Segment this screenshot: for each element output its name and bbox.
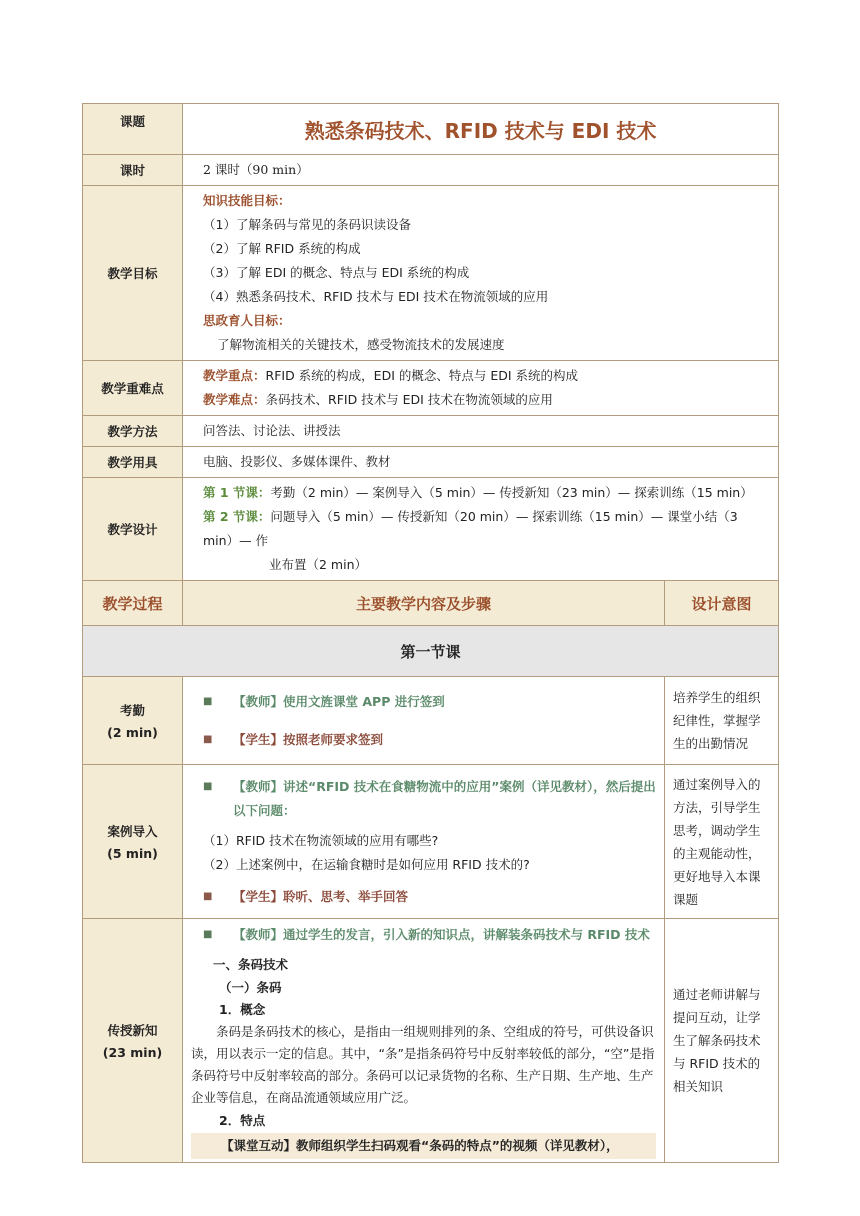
intent-col-header: 设计意图	[665, 581, 779, 626]
newknow-paragraph: 条码是条码技术的核心，是指由一组规则排列的条、空组成的符号，可供设备识读，用以表示一定的信息。其中，“条”是指条码符号中反射率较低的部分，“空”是指条码符号中反射率较高的部分。条码可以记录货物的名称、生产日期、生产地、生产企业等信息，在商品流通领域应用广泛。	[191, 1024, 655, 1105]
case-intent: 通过案例导入的方法，引导学生思考，调动学生的主观能动性，更好地导入本课课题	[665, 765, 779, 919]
goals-label: 教学目标	[83, 186, 183, 361]
section-title: 第一节课	[83, 626, 779, 677]
attendance-intent: 培养学生的组织纪律性，掌握学生的出勤情况	[665, 677, 779, 765]
case-question: （2）上述案例中，在运输食糖时是如何应用 RFID 技术的?	[203, 856, 530, 872]
knowledge-item: （1）了解条码与常见的条码识读设备	[203, 217, 411, 232]
hours-value: 2 课时（90 min）	[183, 155, 779, 186]
newknow-h4: 2．特点	[219, 1113, 266, 1128]
attendance-title: 考勤	[119, 703, 145, 718]
process-col-header: 教学过程	[83, 581, 183, 626]
lesson1-prefix: 第 1 节课：	[203, 485, 271, 500]
design-label: 教学设计	[83, 478, 183, 581]
square-bullet-icon: ■	[203, 695, 213, 707]
newknow-content	[183, 919, 665, 1163]
hours-label: 课时	[83, 155, 183, 186]
ideology-heading: 思政育人目标：	[203, 313, 291, 328]
ideology-text: 了解物流相关的关键技术，感受物流技术的发展速度	[217, 337, 505, 352]
keypoints-label: 教学重难点	[83, 361, 183, 416]
newknow-h1: 一、条码技术	[213, 957, 289, 972]
case-content	[183, 765, 665, 919]
attendance-time: (2 min)	[107, 725, 158, 740]
newknow-title: 传授新知	[107, 1023, 158, 1038]
hard-text: 条码技术、RFID 技术与 EDI 技术在物流领域的应用	[265, 392, 553, 407]
lesson1-text: 考勤（2 min）— 案例导入（5 min）— 传授新知（23 min）— 探索训练（15 min）	[270, 485, 753, 500]
classroom-interaction-callout: 【课堂互动】教师组织学生扫码观看“条码的特点”的视频（详见教材），	[191, 1133, 656, 1159]
lesson-plan-table	[82, 103, 779, 1163]
hard-prefix: 教学难点：	[203, 392, 266, 407]
newknow-intent: 通过老师讲解与提问互动，让学生了解条码技术与 RFID 技术的相关知识	[665, 919, 779, 1163]
square-bullet-icon: ■	[203, 929, 213, 940]
newknow-h2: （一）条码	[219, 980, 282, 995]
lesson2-cont: 业布置（2 min）	[269, 557, 367, 572]
attendance-student: 【学生】按照老师要求签到	[233, 731, 384, 747]
lesson2-text: 问题导入（5 min）— 传授新知（20 min）— 探索训练（15 min）— 课堂小结（3 min）— 作	[203, 509, 738, 548]
attendance-content	[183, 677, 665, 765]
methods-value: 问答法、讨论法、讲授法	[183, 416, 779, 447]
key-prefix: 教学重点：	[203, 368, 266, 383]
attendance-teacher: 【教师】使用文旌课堂 APP 进行签到	[233, 693, 445, 709]
design-content	[183, 478, 779, 581]
knowledge-item: （4）熟悉条码技术、RFID 技术与 EDI 技术在物流领域的应用	[203, 289, 549, 304]
keypoints-content	[183, 361, 779, 416]
key-text: RFID 系统的构成，EDI 的概念、特点与 EDI 系统的构成	[265, 368, 579, 383]
newknow-time: (23 min)	[102, 1045, 163, 1060]
newknow-h3: 1．概念	[219, 1002, 266, 1017]
knowledge-item: （2）了解 RFID 系统的构成	[203, 241, 361, 256]
goals-content	[183, 186, 779, 361]
case-teacher: 【教师】讲述“RFID 技术在食糖物流中的应用”案例（详见教材），然后提出以下问题：	[233, 778, 656, 818]
square-bullet-icon: ■	[203, 780, 213, 792]
newknow-teacher: 【教师】通过学生的发言，引入新的知识点，讲解装条码技术与 RFID 技术	[233, 927, 650, 942]
attendance-label	[83, 677, 183, 765]
methods-label: 教学方法	[83, 416, 183, 447]
case-title: 案例导入	[107, 824, 158, 839]
page-title: 熟悉条码技术、RFID 技术与 EDI 技术	[183, 104, 779, 155]
case-student: 【学生】聆听、思考、举手回答	[233, 888, 409, 904]
lesson-plan	[82, 103, 778, 1163]
tools-label: 教学用具	[83, 447, 183, 478]
knowledge-heading: 知识技能目标：	[203, 193, 291, 208]
square-bullet-icon: ■	[203, 733, 213, 745]
tools-value: 电脑、投影仪、多媒体课件、教材	[183, 447, 779, 478]
newknow-label	[83, 919, 183, 1163]
square-bullet-icon: ■	[203, 890, 213, 902]
lesson2-prefix: 第 2 节课：	[203, 509, 271, 524]
knowledge-item: （3）了解 EDI 的概念、特点与 EDI 系统的构成	[203, 265, 470, 280]
case-time: (5 min)	[107, 846, 158, 861]
content-col-header: 主要教学内容及步骤	[183, 581, 665, 626]
case-label	[83, 765, 183, 919]
case-question: （1）RFID 技术在物流领域的应用有哪些?	[203, 832, 439, 848]
topic-label: 课题	[83, 104, 183, 155]
